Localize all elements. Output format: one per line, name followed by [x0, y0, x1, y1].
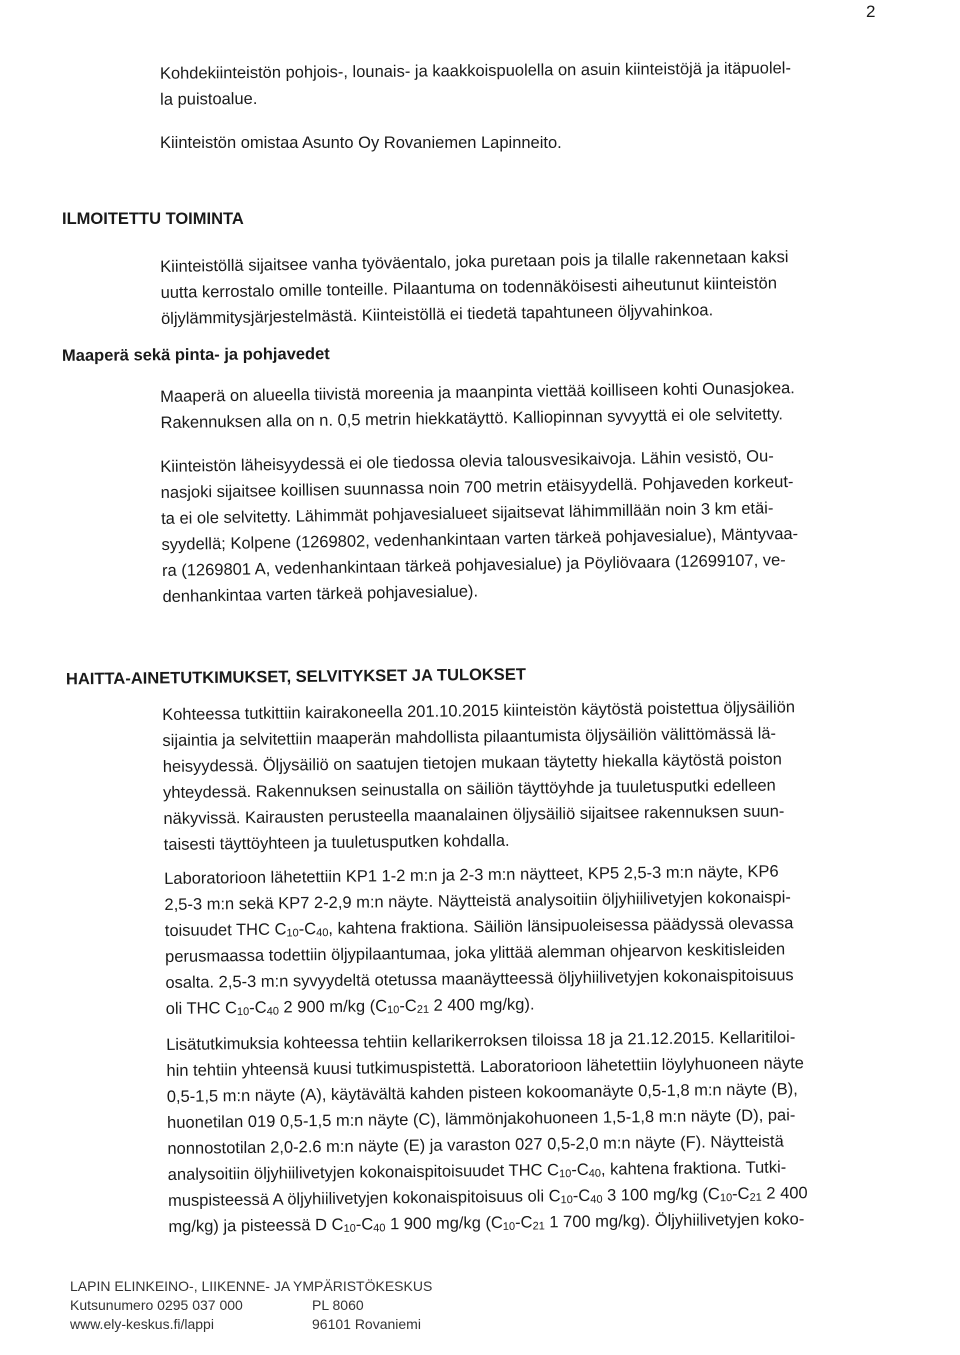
intro-paragraph-2 — [160, 130, 562, 156]
text-line: nonnostotilan 2,0-2.6 m:n näyte (E) ja varaston 027 0,5-2,0 m:n näyte (F). Näytteistä — [167, 1132, 784, 1158]
text-line: analysoitiin öljyhiilivetyjen kokonaispitoisuudet THC $C_{10}-C_{40}$, kahtena fraktiona. Tutki- — [167, 1158, 787, 1184]
text-line: Kiinteistön läheisyydessä ei ole tiedossa olevia talousvesikaivoja. Lähin vesistö, Ou- — [160, 447, 774, 476]
text-line: muspisteessä A öljyhiilivetyjen kokonaispitoisuus oli $C_{10}-C_{40}$ 3 100 mg/kg ($C_{10}-C_{21}$ 2 400 — [167, 1184, 808, 1210]
text-line: Laboratorioon lähetettiin KP1 1-2 m:n ja 2-3 m:n näytteet, KP5 2,5-3 m:n näyte, KP6 — [164, 862, 779, 888]
text-line: oli THC $C_{10}-C_{40}$ 2 900 m/kg ($C_{10}-C_{21}$ 2 400 mg/kg). — [165, 995, 535, 1019]
intro-paragraph-1 — [160, 55, 791, 113]
text-line: hin tehtiin yhteensä kuusi tutkimuspistettä. Laboratorioon lähetettiin löylyhuoneen näyte — [166, 1054, 805, 1080]
footer-postal: 96101 Rovaniemi — [312, 1316, 421, 1332]
footer-org: LAPIN ELINKEINO-, LIIKENNE- JA YMPÄRISTÖKESKUS — [70, 1278, 433, 1294]
results-paragraph-3 — [166, 1024, 808, 1240]
section-heading-results: HAITTA-AINETUTKIMUKSET, SELVITYKSET JA TULOKSET — [65, 665, 526, 689]
footer-web-link[interactable]: www.ely-keskus.fi/lappi — [70, 1316, 214, 1332]
text-line: uutta kerrostalo omille tonteille. Pilaantuma on todennäköisesti aiheutunut kiinteistön — [160, 274, 778, 302]
soil-paragraph-2 — [160, 443, 799, 610]
page-footer — [70, 1277, 432, 1334]
text-line: syydellä; Kolpene (1269802, vedenhankintaan varten tärkeä pohjavesialue), Mäntyvaa- — [161, 524, 799, 554]
text-line: yhteydessä. Rakennuksen seinustalla on säiliön täyttöyhde ja tuuletusputki edelleen — [163, 776, 776, 802]
activity-paragraph — [160, 244, 789, 332]
results-paragraph-1 — [162, 694, 797, 858]
text-line: Kohteessa tutkittiin kairakoneella 201.10.2015 kiinteistön käytöstä poistettua öljysäiliön — [162, 698, 796, 724]
text-line: ta ei ole selvitetty. Lähimmät pohjavesialueet sijaitsevat lähimmillään noin 3 km etäi- — [160, 499, 774, 528]
text-line: ra (1269801 A, vedenhankintaan tärkeä pohjavesialue) ja Pöyliövaara (12699107, ve- — [161, 551, 786, 580]
text-line: Kiinteistön omistaa Asunto Oy Rovaniemen Lapinneito. — [160, 134, 562, 152]
footer-phone: Kutsunumero 0295 037 000 — [70, 1297, 243, 1313]
footer-row — [70, 1296, 432, 1315]
footer-pobox: PL 8060 — [312, 1297, 364, 1313]
text-line: Kohdekiinteistön pohjois-, lounais- ja kaakkoispuolella on asuin kiinteistöjä ja itäpuolel- — [159, 59, 791, 83]
text-line: denhankintaa varten tärkeä pohjavesialue). — [162, 582, 479, 606]
text-line: nasjoki sijaitsee koillisen suunnassa noin 700 metrin etäisyydellä. Pohjaveden korkeut- — [160, 472, 794, 502]
text-line: sijaintia ja selvitettiin maaperän mahdollista pilaantumista öljysäiliön välittömässä lä- — [162, 724, 777, 750]
text-line: perusmaassa todettiin öljypilaantumaa, joka ylittää alemman ohjearvon keskitisleiden — [165, 940, 786, 966]
section-heading-activity: ILMOITETTU TOIMINTA — [62, 210, 244, 228]
text-line: Kiinteistöllä sijaitsee vanha työväentalo, joka puretaan pois ja tilalle rakennetaan kaksi — [160, 248, 789, 276]
text-line: 2,5-3 m:n sekä KP7 2-2,9 m:n näyte. Näytteistä analysoitiin öljyhiilivetyjen kokonaispi- — [164, 888, 791, 914]
results-paragraph-2 — [164, 858, 794, 1022]
text-line: taisesti täyttöyhteen ja tuuletusputken kohdalla. — [163, 831, 510, 854]
text-line: 0,5-1,5 m:n näyte (A), käytävältä kahden pisteen kokoomanäyte 0,5-1,8 m:n näyte (B), — [166, 1080, 798, 1106]
text-line: mg/kg) ja pisteessä D $C_{10}-C_{40}$ 1 900 mg/kg ($C_{10}-C_{21}$ 1 700 mg/kg). Öljyhiilivetyjen koko- — [168, 1210, 805, 1236]
footer-row — [70, 1315, 432, 1334]
text-line: öljylämmitysjärjestelmästä. Kiinteistöllä ei tiedetä tapahtuneen öljyvahinkoa. — [160, 301, 714, 328]
text-line: Rakennuksen alla on n. 0,5 metrin hiekkatäyttö. Kalliopinnan syvyyttä ei ole selvitetty. — [160, 405, 784, 432]
page-number: 2 — [866, 2, 876, 21]
text-line: Maaperä on alueella tiivistä moreenia ja maanpinta viettää koilliseen kohti Ounasjokea. — [160, 379, 795, 406]
text-line: näkyvissä. Kairausten perusteella maanalainen öljysäiliö sijaitsee rakennuksen suun- — [163, 802, 785, 828]
text-line: toisuudet THC $C_{10}-C_{40}$, kahtena fraktiona. Säiliön länsipuoleisessa päädyssä olevassa — [164, 914, 794, 940]
text-line: heisyydessä. Öljysäiliö on saatujen tietojen mukaan täytetty hiekalla käytöstä poiston — [162, 750, 782, 776]
text-line: huonetilan 019 0,5-1,5 m:n näyte (C), lämmönjakohuoneen 1,5-1,8 m:n näyte (D), pai- — [167, 1106, 796, 1132]
section-heading-soil: Maaperä sekä pinta- ja pohjavedet — [61, 345, 330, 365]
text-line: Lisätutkimuksia kohteessa tehtiin kellarikerroksen tiloissa 18 ja 21.12.2015. Kellaritiloi- — [166, 1028, 796, 1054]
text-line: la puistoalue. — [160, 89, 258, 109]
text-line: osalta. 2,5-3 m:n syvyydeltä otetussa maanäytteessä öljyhiilivetyjen kokonaispitoisuus — [165, 966, 794, 992]
soil-paragraph-1 — [160, 375, 795, 436]
